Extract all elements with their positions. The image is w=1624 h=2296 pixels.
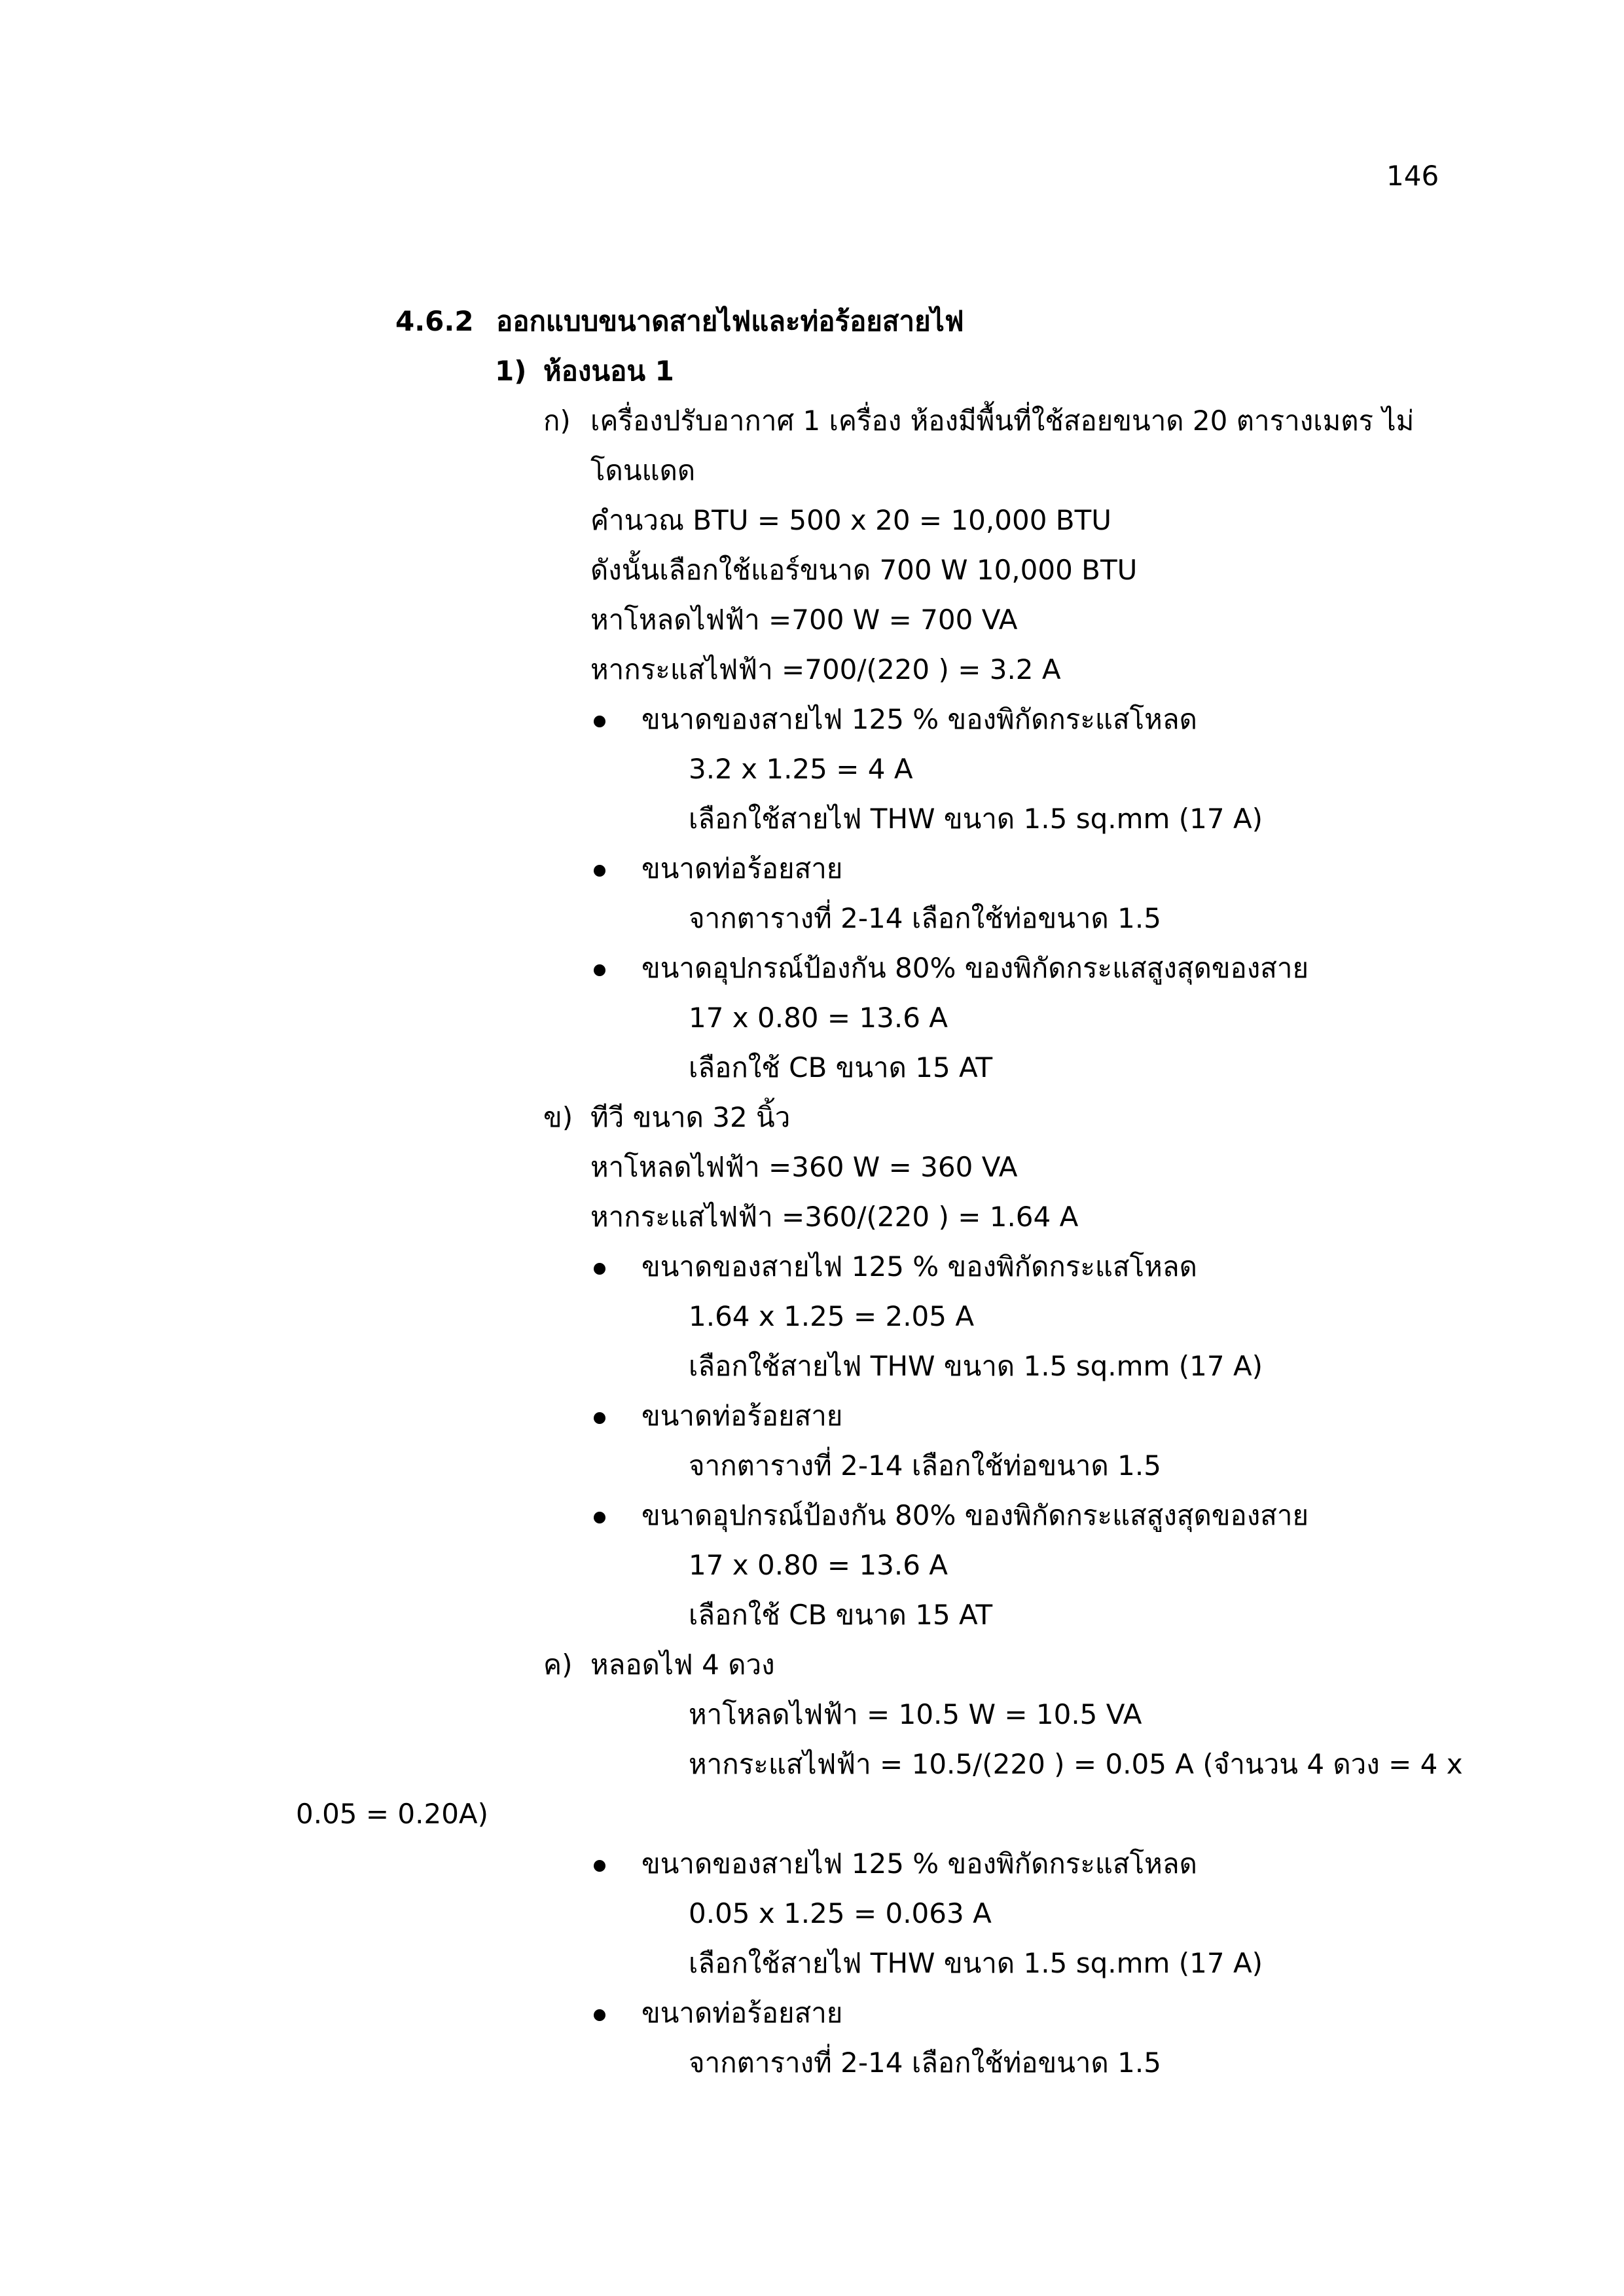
room-number: 1) — [495, 355, 527, 387]
bullet-icon — [594, 1512, 605, 1523]
item-c-bullet1-line1: 0.05 x 1.25 = 0.063 A — [689, 1897, 992, 1929]
item-a-marker: ก) — [543, 405, 571, 437]
item-a-line3: คำนวณ BTU = 500 x 20 = 10,000 BTU — [590, 504, 1111, 536]
bullet-icon — [594, 716, 605, 727]
bullet-icon — [594, 964, 605, 976]
item-c-bullet1-line2: เลือกใช้สายไฟ THW ขนาด 1.5 sq.mm (17 A) — [689, 1947, 1263, 1979]
item-a-bullet1: ขนาดของสายไฟ 125 % ของพิกัดกระแสโหลด — [641, 703, 1197, 735]
item-c-line4: 0.05 = 0.20A) — [296, 1798, 489, 1830]
item-c-bullet2: ขนาดท่อร้อยสาย — [641, 1997, 843, 2029]
item-a-line4: ดังนั้นเลือกใช้แอร์ขนาด 700 W 10,000 BTU — [590, 554, 1138, 586]
item-a-line6: หากระแสไฟฟ้า =700/(220 ) = 3.2 A — [590, 653, 1061, 685]
page-number: 146 — [1386, 160, 1439, 192]
item-a-bullet2-line1: จากตารางที่ 2-14 เลือกใช้ท่อขนาด 1.5 — [689, 902, 1161, 934]
item-a-bullet2: ขนาดท่อร้อยสาย — [641, 852, 843, 884]
item-c-line2: หาโหลดไฟฟ้า = 10.5 W = 10.5 VA — [689, 1698, 1142, 1730]
item-a-bullet3-line1: 17 x 0.80 = 13.6 A — [689, 1002, 948, 1034]
bullet-icon — [594, 1263, 605, 1275]
section-number: 4.6.2 — [395, 305, 474, 337]
item-b-line3: หากระแสไฟฟ้า =360/(220 ) = 1.64 A — [590, 1201, 1079, 1233]
room-title: ห้องนอน 1 — [543, 355, 674, 387]
item-b-bullet3-line1: 17 x 0.80 = 13.6 A — [689, 1549, 948, 1581]
bullet-icon — [594, 1860, 605, 1872]
item-a-bullet1-line2: เลือกใช้สายไฟ THW ขนาด 1.5 sq.mm (17 A) — [689, 803, 1263, 835]
item-b-bullet2-line1: จากตารางที่ 2-14 เลือกใช้ท่อขนาด 1.5 — [689, 1449, 1161, 1482]
bullet-icon — [594, 865, 605, 877]
item-a-bullet3-line2: เลือกใช้ CB ขนาด 15 AT — [689, 1051, 993, 1084]
item-a-bullet1-line1: 3.2 x 1.25 = 4 A — [689, 753, 913, 785]
item-a-line2: โดนแดด — [590, 454, 696, 486]
item-c-bullet2-line1: จากตารางที่ 2-14 เลือกใช้ท่อขนาด 1.5 — [689, 2047, 1161, 2079]
item-b-line2: หาโหลดไฟฟ้า =360 W = 360 VA — [590, 1151, 1018, 1183]
item-a-line5: หาโหลดไฟฟ้า =700 W = 700 VA — [590, 604, 1018, 636]
item-a-line1: เครื่องปรับอากาศ 1 เครื่อง ห้องมีพื้นที่ใช้สอยขนาด 20 ตารางเมตร ไม่ — [590, 405, 1415, 437]
item-a-bullet3: ขนาดอุปกรณ์ป้องกัน 80% ของพิกัดกระแสสูงสุดของสาย — [641, 952, 1309, 984]
item-b-bullet1-line1: 1.64 x 1.25 = 2.05 A — [689, 1300, 975, 1332]
item-c-line3: หากระแสไฟฟ้า = 10.5/(220 ) = 0.05 A (จำนวน 4 ดวง = 4 x — [689, 1748, 1463, 1780]
item-b-bullet1: ขนาดของสายไฟ 125 % ของพิกัดกระแสโหลด — [641, 1250, 1197, 1283]
section-title: ออกแบบขนาดสายไฟและท่อร้อยสายไฟ — [496, 305, 964, 337]
item-b-bullet3-line2: เลือกใช้ CB ขนาด 15 AT — [689, 1599, 993, 1631]
bullet-icon — [594, 2009, 605, 2021]
item-b-marker: ข) — [543, 1101, 573, 1133]
item-b-bullet3: ขนาดอุปกรณ์ป้องกัน 80% ของพิกัดกระแสสูงสุดของสาย — [641, 1499, 1309, 1531]
item-c-line1: หลอดไฟ 4 ดวง — [590, 1649, 775, 1681]
item-b-bullet2: ขนาดท่อร้อยสาย — [641, 1400, 843, 1432]
item-c-bullet1: ขนาดของสายไฟ 125 % ของพิกัดกระแสโหลด — [641, 1848, 1197, 1880]
bullet-icon — [594, 1412, 605, 1424]
item-b-line1: ทีวี ขนาด 32 นิ้ว — [590, 1101, 791, 1133]
item-b-bullet1-line2: เลือกใช้สายไฟ THW ขนาด 1.5 sq.mm (17 A) — [689, 1350, 1263, 1382]
item-c-marker: ค) — [543, 1649, 573, 1681]
